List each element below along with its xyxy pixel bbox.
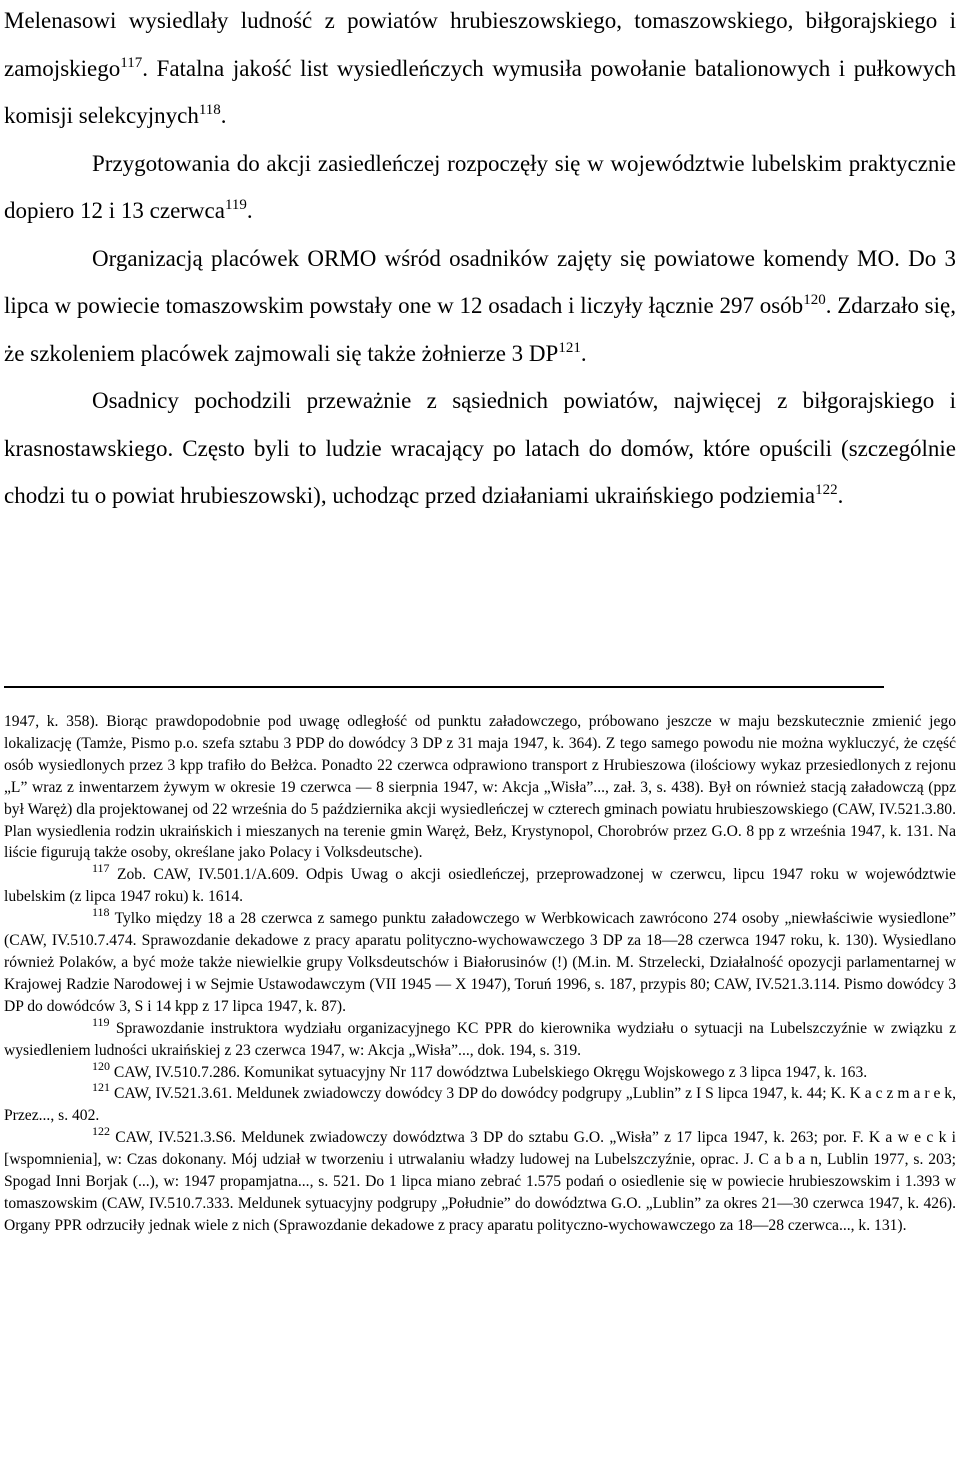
- paragraph-text: .: [220, 103, 227, 128]
- footnote-continuation: 1947, k. 358). Biorąc prawdopodobnie pod uwagę odległość od punktu załadowczego, próbowano jeszcze w maju bezskutecznie zmienić jego lokalizację (Tamże, Pismo p.o. szefa sztabu 3 PDP do dowódcy 3 DP z 31 maja 1947, k. 364). Z tego samego powodu nie można wykluczyć, że część osób wysiedlonych przez 3 kpp trafiło do Bełżca. Ponadto 22 czerwca odprawiono transport z Hrubieszowa (ilościowy wykaz przesiedlonych z rejonu „L” wraz z inwentarzem żywym w okresie 19 czerwca — 8 sierpnia 1947, w: Akcja „Wisła”..., zał. 3, s. 438). Był on również stacją załadowczą (ppz był Waręż) dla projektowanej od 22 września do 5 października akcji wysiedleńczej w czterech gminach powiatu hrubieszowskiego (CAW, IV.521.3.80. Plan wysiedlenia rodzin ukraińskich i mieszanych na terenie gmin Waręż, Bełz, Krystynopol, Chorobrów przez G.O. 8 pp z września 1947, k. 131. Na liście figurują także osoby, określane jako Polacy i Volksdeutsche).: [4, 713, 956, 862]
- footnotes: [4, 711, 956, 1237]
- footnote-118: [4, 905, 956, 1018]
- footnote-text: Zob. CAW, IV.501.1/A.609. Odpis Uwag o akcji osiedleńczej, przeprowadzonej w czerwcu, lipcu 1947 roku w województwie lubelskim (z lipca 1947 roku) k. 1614.: [4, 866, 956, 906]
- footnote-reference[interactable]: 118: [198, 102, 221, 118]
- paragraph-text: Organizacją placówek ORMO wśród osadników zajęty się powiatowe komendy MO. Do 3 lipca w powiecie tomaszowskim powstały one w 12 osadach i liczyły łącznie 297 osób: [4, 245, 956, 318]
- paragraph-text: .: [246, 198, 253, 223]
- footnote-reference[interactable]: 117: [120, 54, 143, 71]
- paragraph-2: [4, 140, 956, 235]
- footnote-number: 121: [92, 1080, 110, 1095]
- paragraph-text: . Fatalna jakość list wysiedleńczych wymusiła powołanie batalionowych i pułkowych komisji selekcyjnych: [4, 55, 956, 128]
- footnote-reference[interactable]: 121: [558, 339, 581, 356]
- footnote-reference[interactable]: 120: [803, 292, 826, 308]
- footnote-122: [4, 1124, 956, 1237]
- footnote-number: 117: [92, 861, 110, 876]
- paragraph-text: Przygotowania do akcji zasiedleńczej rozpoczęły się w województwie lubelskim praktycznie dopiero 12 i 13 czerwca: [4, 150, 956, 223]
- document-page: [4, 0, 957, 1234]
- footnote-text: Tylko między 18 a 28 czerwca z samego punktu załadowczego w Werbkowicach zawrócono 274 osoby „niewłaściwie wysiedlone” (CAW, IV.510.7.474. Sprawozdanie dekadowe z pracy aparatu polityczno-wychowawczego 3 DP za 18—28 czerwca 1947 roku, k. 130). Wysiedlano również Polaków, a być może także niewielkie grupy Volksdeutschów i Białorusinów (!) (M.in. M. Strzelecki, Działalność opozycji parlamentarnej w Krajowej Radzie Narodowej i w Sejmie Ustawodawczym (VII 1945 — X 1947), Toruń 1996, s. 187, przypis 80; CAW, IV.521.3.114. Pismo dowódcy 3 DP do dowódców 3, S i 14 kpp z 17 lipca 1947, k. 87).: [4, 910, 956, 1015]
- paragraph-text: Osadnicy pochodzili przeważnie z sąsiednich powiatów, najwięcej z biłgorajskiego i krasnostawskiego. Często byli to ludzie wracający po latach do domów, które opuścili (szczególnie chodzi tu o powiat hrubieszowski), uchodząc przed działaniami ukraińskiego podziemia: [4, 388, 956, 508]
- footnote-text: CAW, IV.521.3.S6. Meldunek zwiadowczy dowództwa 3 DP do sztabu G.O. „Wisła” z 17 lipca 1947, k. 263; por. F. K a w e c k i [wspomnienia], w: Czas dokonany. Mój udział w tworzeniu i utrwalaniu władzy ludowej na Lubelszczyźnie, oprac. J. C a b a n, Lublin 1977, s. 203; Spogad Inni Borjak (...), w: 1947 propamjatna..., s. 521. Do 1 lipca miano zebrać 1.575 podań o osiedlenie się w powiecie hrubieszowskim i 1.393 w tomaszowskim (CAW, IV.510.7.333. Meldunek sytuacyjny podgrupy „Południe” do dowództwa G.O. „Lublin” za okres 21—30 czerwca 1947, k. 426). Organy PPR odrzuciły jednak wiele z nich (Sprawozdanie dekadowe z pracy aparatu polityczno-wychowawczego za 18—28 czerwca..., k. 131).: [4, 1129, 956, 1234]
- footnote-number: 122: [92, 1124, 110, 1139]
- footnote-119: [4, 1014, 956, 1062]
- footnote-text: Sprawozdanie instruktora wydziału organizacyjnego KC PPR do kierownika wydziału o sytuacji na Lubelszczyźnie w związku z wysiedleniem ludności ukraińskiej z 23 czerwca 1947, w: Akcja „Wisła”..., dok. 194, s. 319.: [4, 1019, 956, 1059]
- paragraph-text: .: [837, 483, 844, 508]
- footnote-reference[interactable]: 119: [224, 197, 247, 213]
- paragraph-text: . Zdarzało się, że szkoleniem placówek zajmowali się także żołnierze 3 DP: [4, 293, 956, 366]
- footnote-number: 120: [92, 1058, 110, 1073]
- paragraph-text: Melenasowi wysiedlały ludność z powiatów hrubieszowskiego, tomaszowskiego, biłgorajskiego i zamojskiego: [4, 8, 956, 81]
- footnote-text: CAW, IV.521.3.61. Meldunek zwiadowczy dowódcy 3 DP do dowódcy podgrupy „Lublin” z I S lipca 1947, k. 44; K. K a c z m a r e k, Przez..., s. 402.: [4, 1085, 957, 1125]
- footnote-120: [4, 1058, 956, 1084]
- footnote-reference[interactable]: 122: [815, 482, 838, 498]
- footnote-117: [4, 861, 956, 908]
- footnote-number: 118: [92, 905, 110, 920]
- footnote-separator: [4, 686, 884, 688]
- paragraph-1: [4, 0, 956, 140]
- paragraph-3: [4, 235, 956, 378]
- main-text: [4, 0, 956, 520]
- footnote-number: 119: [92, 1014, 110, 1029]
- paragraph-text: .: [580, 340, 587, 366]
- paragraph-4: [4, 377, 956, 520]
- footnote-121: [4, 1080, 957, 1127]
- footnote-text: CAW, IV.510.7.286. Komunikat sytuacyjny Nr 117 dowództwa Lubelskiego Okręgu Wojskowego z 3 lipca 1947, k. 163.: [113, 1063, 868, 1081]
